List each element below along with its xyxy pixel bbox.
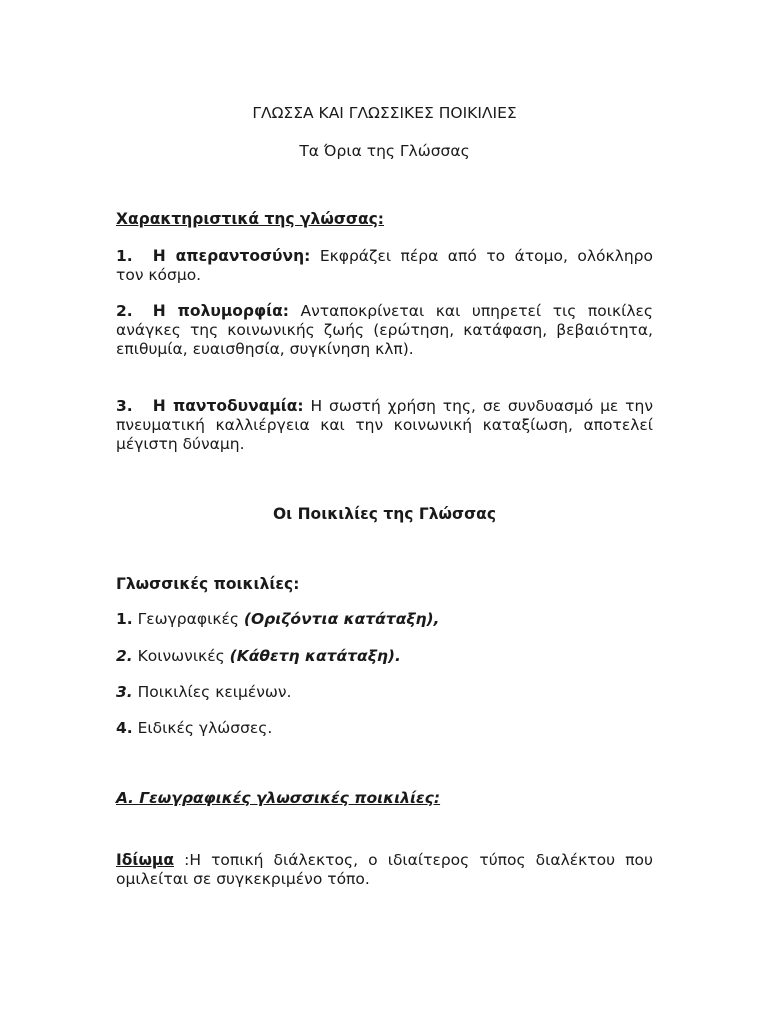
item-term: Η απεραντοσύνη: bbox=[152, 247, 311, 265]
item-text: Ειδικές γλώσσες. bbox=[137, 719, 273, 737]
item-emphasis: (Κάθετη κατάταξη). bbox=[229, 647, 401, 665]
document-title: ΓΛΩΣΣΑ ΚΑΙ ΓΛΩΣΣΙΚΕΣ ΠΟΙΚΙΛΙΕΣ bbox=[252, 104, 517, 122]
varieties-title: Οι Ποικιλίες της Γλώσσας bbox=[272, 505, 497, 523]
item-number: 1. bbox=[116, 610, 133, 628]
characteristic-item-3 bbox=[116, 397, 653, 454]
item-number: 2. bbox=[116, 647, 133, 665]
definition-text: :Η τοπική διάλεκτος, ο ιδιαίτερος τύπος διαλέκτου που ομιλείται σε συγκεκριμένο τόπο. bbox=[116, 851, 653, 888]
item-term: Η πολυμορφία: bbox=[152, 302, 290, 320]
characteristic-item-1 bbox=[116, 247, 653, 285]
item-number: 4. bbox=[116, 719, 133, 737]
document-page bbox=[116, 0, 653, 1024]
item-number: 2. bbox=[116, 302, 133, 320]
variety-item-1 bbox=[116, 610, 653, 629]
varieties-heading: Γλωσσικές ποικιλίες: bbox=[116, 575, 300, 593]
item-number: 3. bbox=[116, 683, 133, 701]
document-subtitle: Τα Όρια της Γλώσσας bbox=[299, 142, 470, 160]
variety-item-4 bbox=[116, 719, 653, 738]
section-a-definition bbox=[116, 851, 653, 889]
item-text: Γεωγραφικές bbox=[137, 610, 239, 628]
item-term: Η παντοδυναμία: bbox=[152, 397, 304, 415]
item-text: Ανταποκρίνεται και υπηρετεί τις ποικίλες ανάγκες της κοινωνικής ζωής (ερώτηση, κατάφαση, βεβαιότητα, επιθυμία, ευαισθησία, συγκίνηση κλπ). bbox=[116, 302, 653, 358]
variety-item-3 bbox=[116, 683, 653, 702]
characteristics-heading: Χαρακτηριστικά της γλώσσας: bbox=[116, 210, 385, 228]
item-number: 3. bbox=[116, 397, 133, 415]
item-number: 1. bbox=[116, 247, 133, 265]
characteristic-item-2 bbox=[116, 302, 653, 359]
item-text: Ποικιλίες κειμένων. bbox=[137, 683, 292, 701]
section-a-heading: Α. Γεωγραφικές γλωσσικές ποικιλίες: bbox=[116, 789, 441, 807]
item-text: Η σωστή χρήση της, σε συνδυασμό με την πνευματική καλλιέργεια και την κοινωνική καταξίωση, αποτελεί μέγιστη δύναμη. bbox=[116, 397, 653, 453]
definition-term: Ιδίωμα bbox=[116, 851, 174, 869]
item-emphasis: (Οριζόντια κατάταξη), bbox=[243, 610, 440, 628]
item-text: Κοινωνικές bbox=[137, 647, 225, 665]
item-text: Εκφράζει πέρα από το άτομο, ολόκληρο τον κόσμο. bbox=[116, 247, 653, 284]
variety-item-2 bbox=[116, 647, 653, 666]
